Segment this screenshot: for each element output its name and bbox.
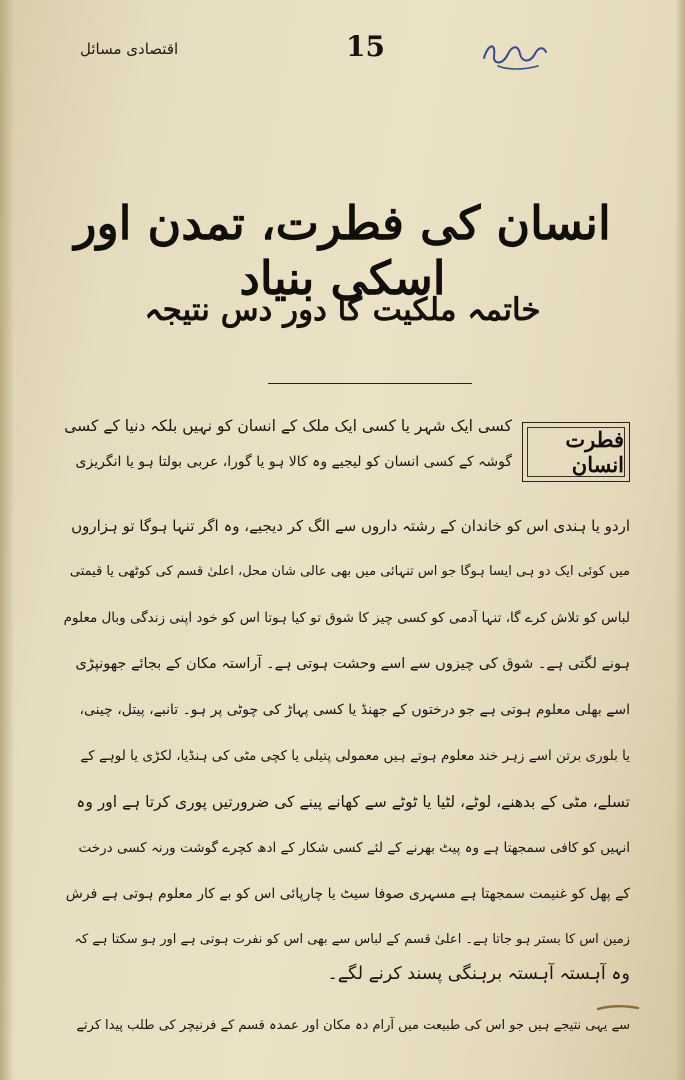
body-line-bottom: سے یہی نتیجے ہیں جو اس کی طبیعت میں آرام دہ مکان اور عمدہ قسم کے فرنیچر کی طلب پیدا کرتے <box>76 1018 630 1033</box>
page-number: 15 <box>346 30 385 63</box>
title-divider <box>268 383 472 384</box>
body-line: کے پھل کو غنیمت سمجھتا ہے مسہری صوفا سیٹ یا چارپائی اس کو بے کار معلوم ہوتی ہے فرش <box>65 886 630 902</box>
body-line: انہیں کو کافی سمجھتا ہے وہ پیٹ بھرنے کے لئے کسی شکار کے ادھ کچرے گوشت ورنہ کسی درخت <box>78 840 630 856</box>
article-title: انسان کی فطرت، تمدن اور اسکی بنیاد <box>74 196 611 306</box>
article-subtitle: خاتمہ ملکیت کا دور دس نتیجہ <box>144 292 541 328</box>
body-line: زمین اس کا بستر ہو جاتا ہے۔ اعلیٰ قسم کے لباس سے بھی اس کو نفرت ہوتی ہے اور ہو سکتا ہے کہ <box>74 932 630 947</box>
body-line: اسے بھلی معلوم ہوتی ہے جو درختوں کے جھنڈ یا کسی پہاڑ کی چوٹی پر ہو۔ تانبے، پیتل، چینی، <box>79 702 630 718</box>
body-line: تسلے، مٹی کے بدھنے، لوٹے، لٹیا یا ٹوٹے سے کھانے پینے کی ضرورتیں پوری کرتا ہے اور وہ <box>76 793 630 811</box>
body-line: ہونے لگتی ہے۔ شوق کی چیزوں سے اسے وحشت ہوتی ہے۔ آراستہ مکان کے بجائے جھونپڑی <box>75 656 630 672</box>
body-line: گوشہ کے کسی انسان کو لیجیے وہ کالا ہو یا گورا، عربی بولتا ہو یا انگریزی <box>75 454 512 470</box>
article-body <box>62 412 630 1062</box>
handwritten-pen-note <box>478 36 550 76</box>
body-line: وہ آہستہ آہستہ برہنگی پسند کرنے لگے۔ <box>327 964 630 984</box>
body-line: لباس کو تلاش کرے گا، تنہا آدمی کو کسی چیز کا شوق تو کیا ہوتا اس کو خود اپنی زندگی وبال معلوم <box>63 610 630 626</box>
running-header-title: اقتصادی مسائل <box>80 40 179 58</box>
body-line: کسی ایک شہر یا کسی ایک ملک کے انسان کو نہیں بلکہ دنیا کے کسی <box>64 417 512 435</box>
body-line: یا بلوری برتن اسے زہر خند معلوم ہوتے ہیں معمولی پتیلی یا کچی مٹی کی ہنڈیا، لکڑی یا لوہے کے <box>80 748 630 764</box>
body-line: اردو یا ہندی اس کو خاندان کے رشتہ داروں سے الگ کر دیجیے، وہ اگر تنہا ہوگا تو ہزاروں <box>71 517 630 535</box>
section-heading: فطرت انسان <box>527 427 625 477</box>
pencil-underline-mark <box>596 1003 640 1013</box>
body-line: میں کوئی ایک دو ہی ایسا ہوگا جو اس تنہائی میں بھی عالی شان محل، اعلیٰ قسم کی کوٹھی یا قیمتی <box>69 564 630 579</box>
